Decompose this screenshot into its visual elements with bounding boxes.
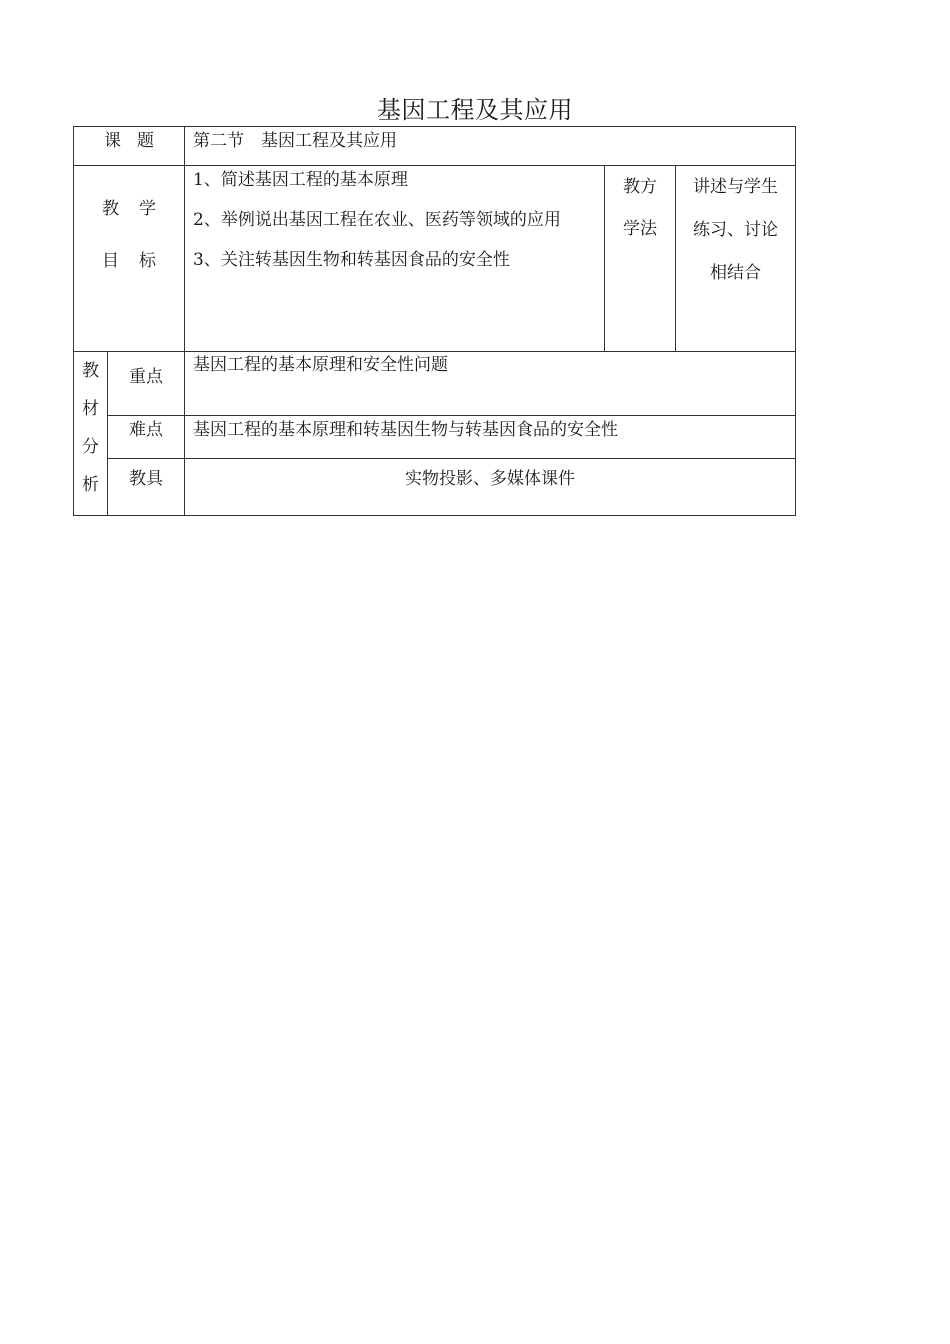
difficulty-value-cell bbox=[185, 416, 796, 459]
analysis-char-1: 教 bbox=[82, 361, 99, 381]
topic-value-cell bbox=[185, 127, 796, 166]
difficulty-row bbox=[74, 416, 796, 459]
goals-row bbox=[74, 166, 796, 352]
goals-label-line2: 目标 bbox=[102, 251, 176, 271]
method-value-cell bbox=[676, 166, 796, 352]
method-value-line3: 相结合 bbox=[710, 263, 761, 283]
difficulty-label: 难点 bbox=[129, 420, 163, 440]
goals-label-cell bbox=[74, 166, 185, 352]
difficulty-label-cell bbox=[108, 416, 185, 459]
tools-value-cell bbox=[185, 459, 796, 516]
difficulty-value: 基因工程的基本原理和转基因生物与转基因食品的安全性 bbox=[193, 420, 618, 440]
goals-list bbox=[185, 166, 604, 280]
analysis-label bbox=[74, 352, 107, 504]
method-label-cell bbox=[605, 166, 676, 352]
method-value-line1: 讲述与学生 bbox=[693, 177, 778, 197]
topic-value: 第二节 基因工程及其应用 bbox=[193, 131, 397, 151]
topic-row bbox=[74, 127, 796, 166]
key-point-label-cell bbox=[108, 352, 185, 416]
goal-item-3: 3、关注转基因生物和转基因食品的安全性 bbox=[193, 250, 510, 270]
goals-label bbox=[74, 166, 184, 287]
key-point-label: 重点 bbox=[129, 367, 163, 387]
goal-item-1: 1、简述基因工程的基本原理 bbox=[193, 170, 408, 190]
goals-list-cell bbox=[185, 166, 605, 352]
tools-label-cell bbox=[108, 459, 185, 516]
topic-label-cell bbox=[74, 127, 185, 166]
topic-label: 课题 bbox=[104, 131, 170, 151]
method-label-line1: 教方 bbox=[623, 177, 657, 197]
analysis-label-cell bbox=[74, 352, 108, 516]
key-point-row bbox=[74, 352, 796, 416]
tools-row bbox=[74, 459, 796, 516]
method-value-line2: 练习、讨论 bbox=[693, 220, 778, 240]
page-title: 基因工程及其应用 bbox=[377, 96, 573, 124]
method-value bbox=[676, 166, 795, 295]
method-label-line2: 学法 bbox=[623, 219, 657, 239]
analysis-char-3: 分 bbox=[82, 437, 99, 457]
method-label bbox=[605, 166, 675, 250]
goal-item-2: 2、举例说出基因工程在农业、医药等领域的应用 bbox=[193, 210, 561, 230]
tools-value: 实物投影、多媒体课件 bbox=[405, 469, 575, 489]
lesson-plan-table bbox=[73, 126, 796, 516]
analysis-char-2: 材 bbox=[82, 399, 99, 419]
analysis-char-4: 析 bbox=[82, 475, 99, 495]
tools-label: 教具 bbox=[129, 469, 163, 489]
goals-label-line1: 教学 bbox=[102, 199, 176, 219]
key-point-value-cell bbox=[185, 352, 796, 416]
key-point-value: 基因工程的基本原理和安全性问题 bbox=[193, 355, 448, 375]
